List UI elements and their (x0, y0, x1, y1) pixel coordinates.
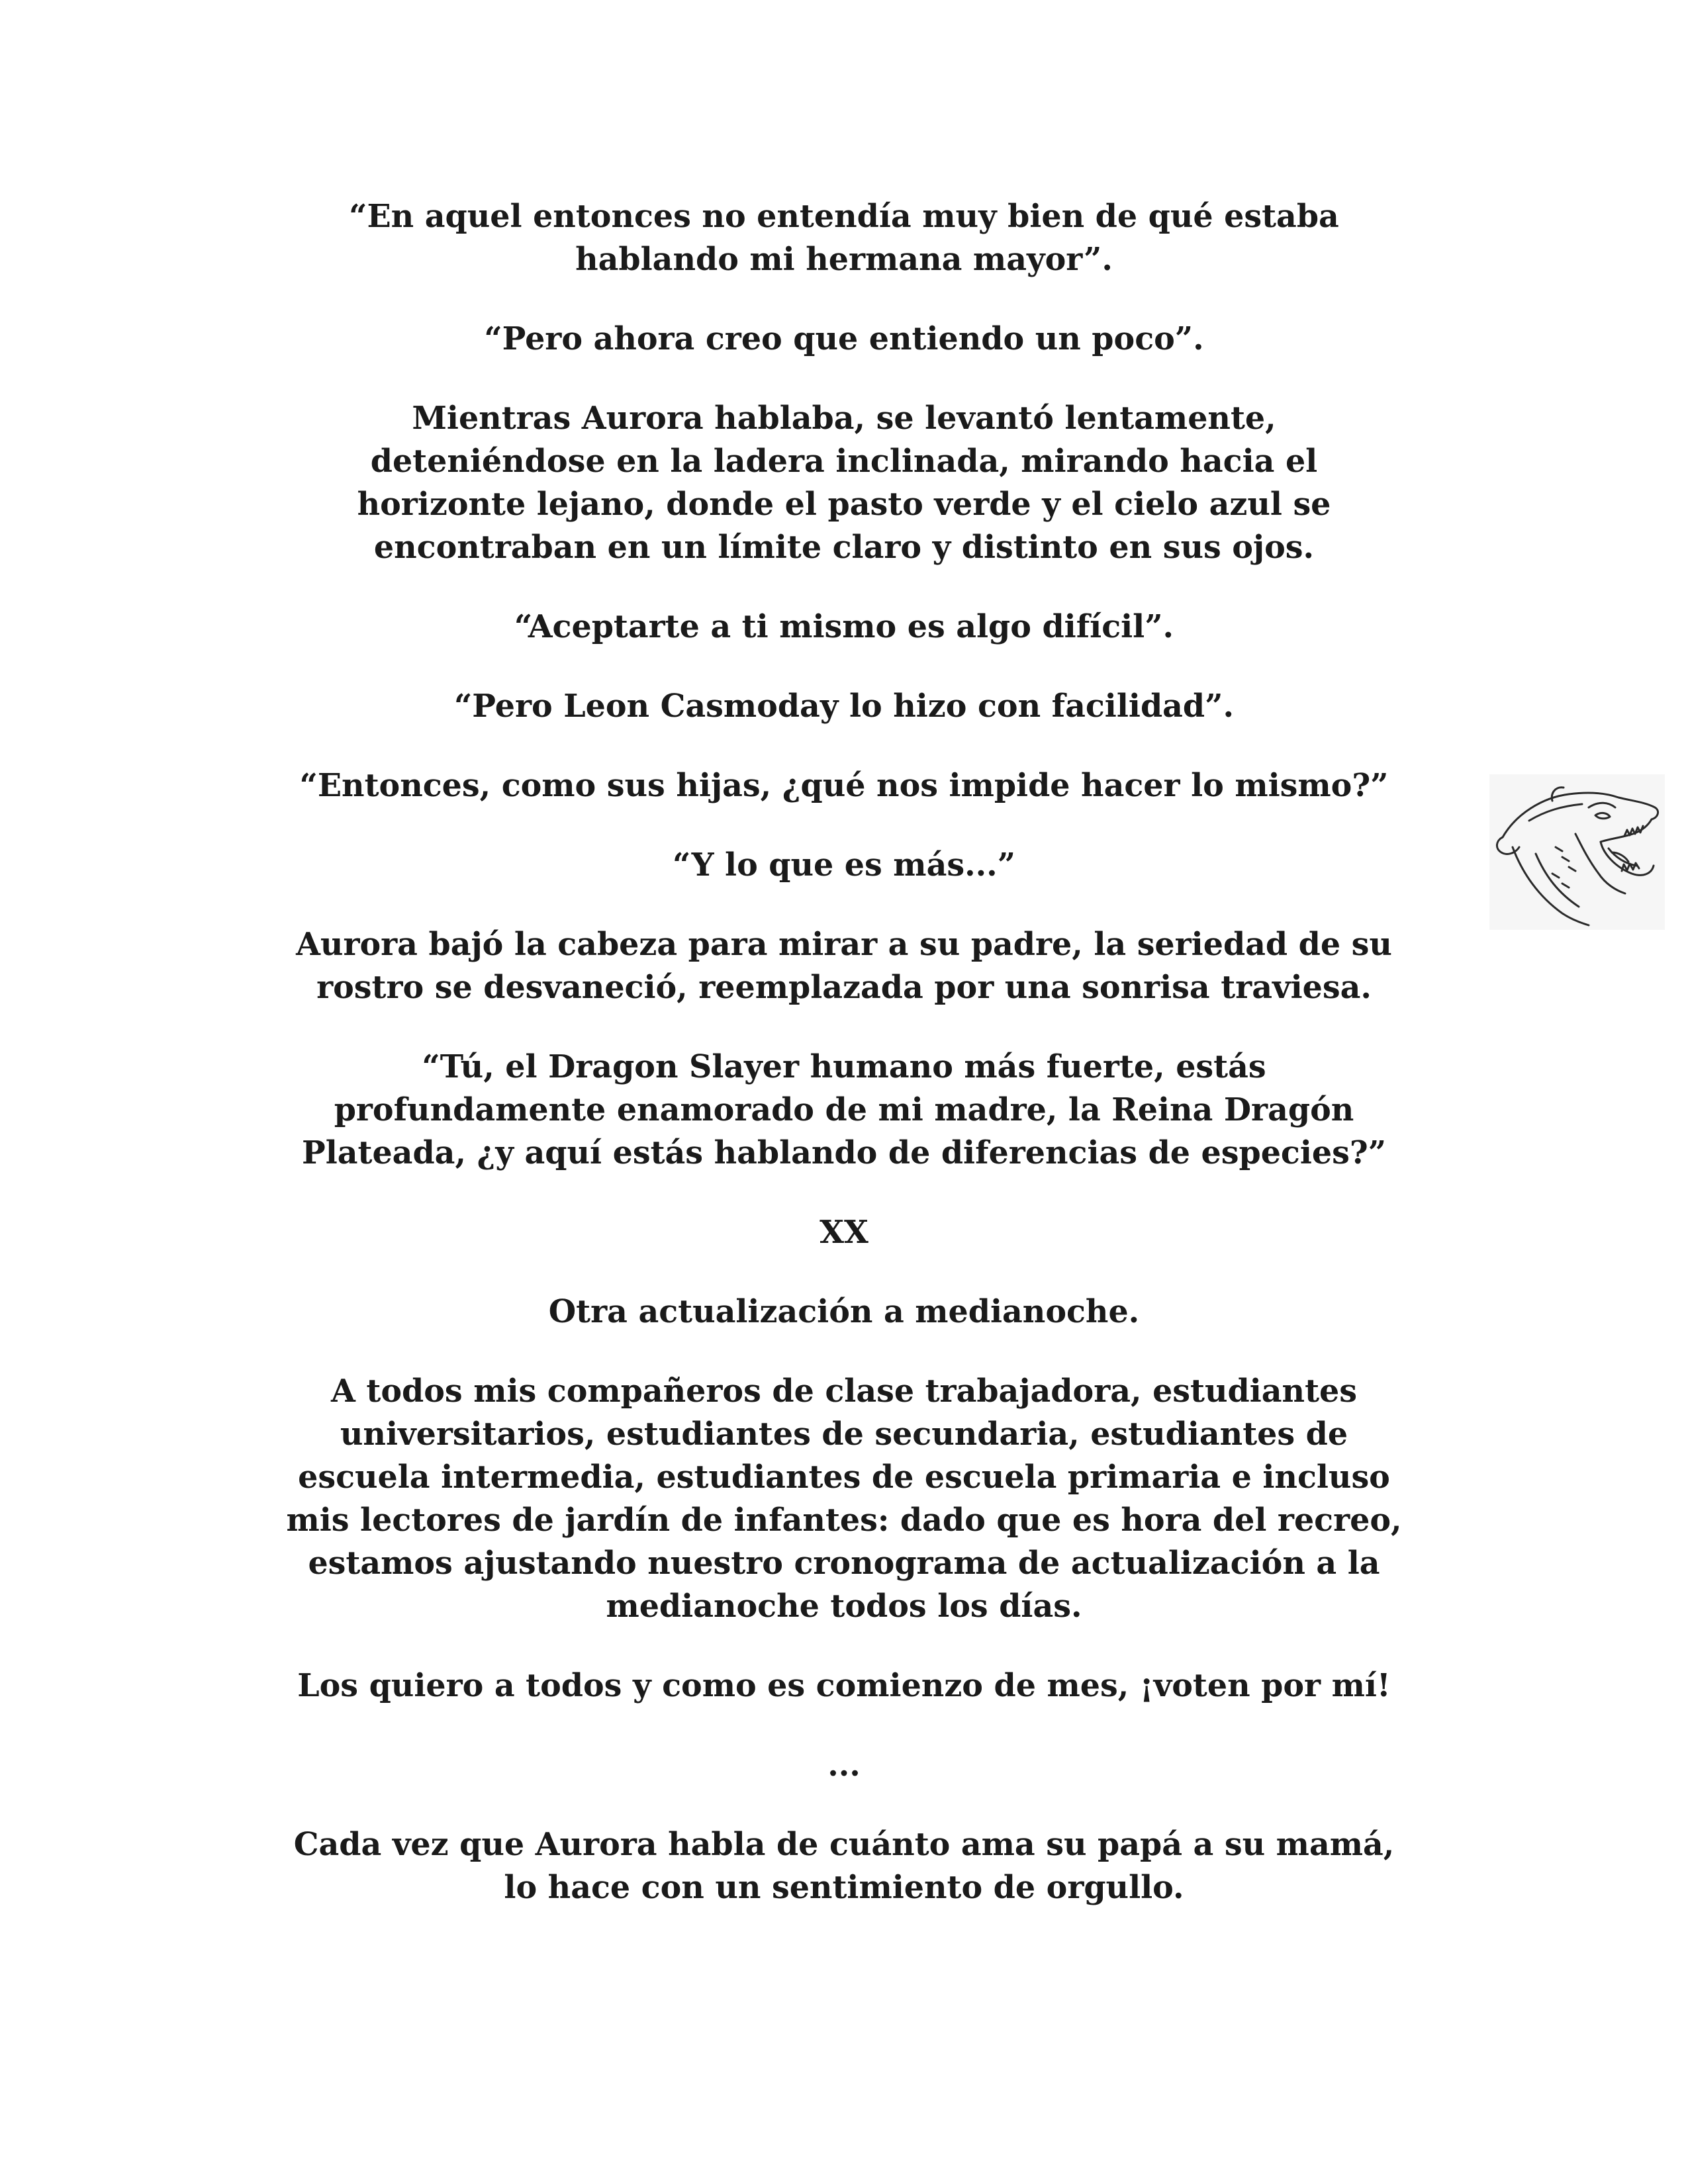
paragraph (199, 1291, 1489, 1334)
body-text (199, 195, 1489, 1946)
paragraph (199, 1744, 1489, 1787)
text-line: rostro se desvaneció, reemplazada por una sonrisa traviesa. (316, 969, 1372, 1006)
paragraph (199, 1046, 1489, 1175)
text-line: mis lectores de jardín de infantes: dado que es hora del recreo, (286, 1502, 1402, 1539)
paragraph (199, 195, 1489, 281)
paragraph (199, 318, 1489, 361)
text-line: medianoche todos los días. (606, 1588, 1082, 1625)
text-line: deteniéndose en la ladera inclinada, mirando hacia el (370, 443, 1318, 480)
paragraph (199, 606, 1489, 649)
text-line: escuela intermedia, estudiantes de escuela primaria e incluso (298, 1459, 1390, 1496)
dragon-head-sketch (1489, 774, 1665, 930)
text-line: “Entonces, como sus hijas, ¿qué nos impide hacer lo mismo?” (299, 767, 1389, 804)
text-line: horizonte lejano, donde el pasto verde y el cielo azul se (357, 486, 1331, 523)
text-line: Cada vez que Aurora habla de cuánto ama su papá a su mamá, (293, 1826, 1395, 1863)
text-line: Plateada, ¿y aquí estás hablando de diferencias de especies?” (301, 1134, 1387, 1171)
paragraph (199, 764, 1489, 807)
paragraph (199, 1664, 1489, 1707)
text-line: “En aquel entonces no entendía muy bien de qué estaba (349, 198, 1339, 235)
text-line: lo hace con un sentimiento de orgullo. (504, 1869, 1184, 1906)
text-line: “Aceptarte a ti mismo es algo difícil”. (514, 608, 1174, 645)
text-line: “Pero ahora creo que entiendo un poco”. (484, 320, 1204, 357)
paragraph (199, 844, 1489, 887)
paragraph (199, 685, 1489, 728)
dragon-head-icon (1489, 774, 1665, 930)
paragraph (199, 1211, 1489, 1254)
text-line: Mientras Aurora hablaba, se levantó lentamente, (412, 400, 1276, 437)
text-line: A todos mis compañeros de clase trabajadora, estudiantes (331, 1373, 1357, 1410)
text-line: profundamente enamorado de mi madre, la Reina Dragón (334, 1091, 1354, 1128)
text-line: Los quiero a todos y como es comienzo de mes, ¡voten por mí! (297, 1667, 1391, 1704)
paragraph (199, 397, 1489, 569)
text-line: Aurora bajó la cabeza para mirar a su padre, la seriedad de su (296, 926, 1392, 963)
text-line: “Y lo que es más...” (672, 846, 1016, 884)
paragraph (199, 923, 1489, 1009)
paragraph (199, 1823, 1489, 1909)
text-line: XX (820, 1214, 868, 1251)
text-line: encontraban en un límite claro y distinto en sus ojos. (373, 529, 1315, 566)
text-line: ... (827, 1747, 861, 1784)
text-line: estamos ajustando nuestro cronograma de actualización a la (308, 1545, 1380, 1582)
text-line: universitarios, estudiantes de secundaria, estudiantes de (340, 1416, 1348, 1453)
text-line: “Pero Leon Casmoday lo hizo con facilidad”. (453, 688, 1235, 725)
text-line: “Tú, el Dragon Slayer humano más fuerte, estás (422, 1048, 1266, 1085)
text-line: Otra actualización a medianoche. (548, 1293, 1140, 1330)
text-line: hablando mi hermana mayor”. (575, 241, 1113, 278)
paragraph (199, 1370, 1489, 1628)
